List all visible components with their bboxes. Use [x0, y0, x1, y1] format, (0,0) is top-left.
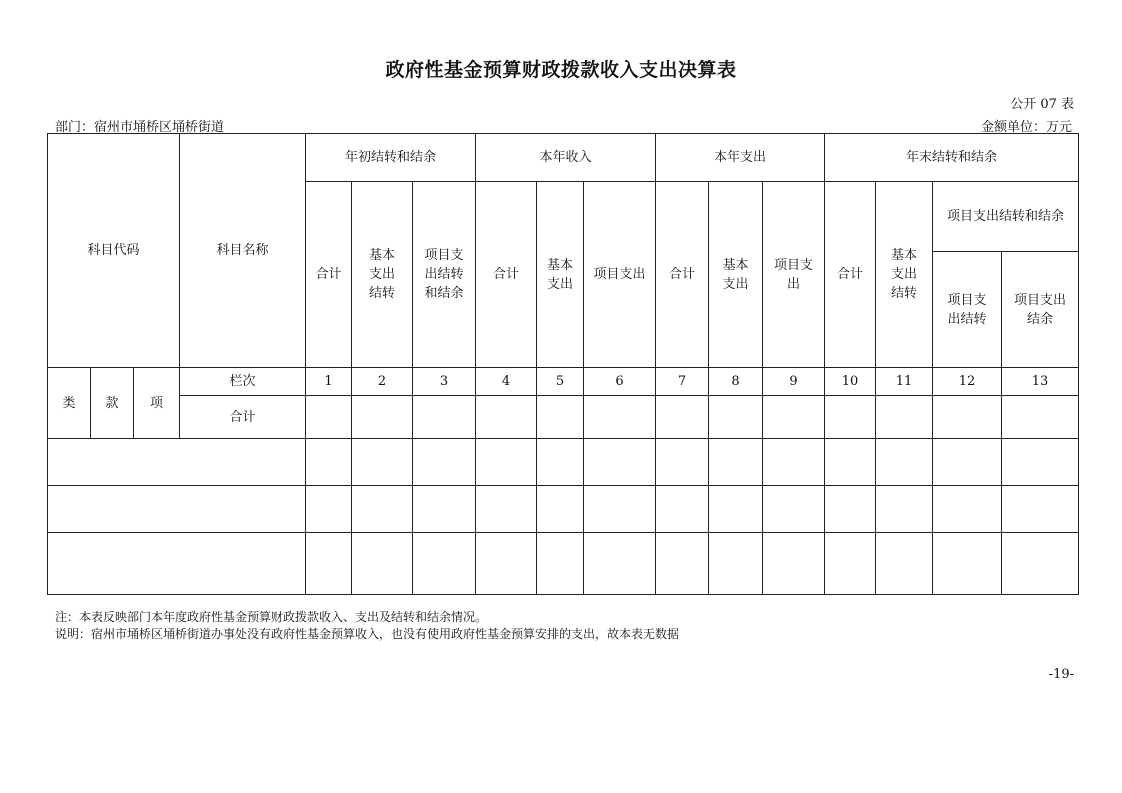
header-end-project-balance: 项目支出结余	[1002, 252, 1079, 368]
header-group-income: 本年收入	[476, 134, 656, 182]
col-number: 7	[656, 368, 709, 396]
unit-label: 金额单位：万元	[980, 120, 1072, 135]
header-group-expense: 本年支出	[656, 134, 825, 182]
col-number: 10	[825, 368, 876, 396]
table-cell	[306, 486, 352, 533]
header-expense-project: 项目支出	[763, 182, 825, 368]
table-cell	[876, 439, 933, 486]
table-cell	[933, 396, 1002, 439]
table-cell	[352, 486, 413, 533]
table-cell	[763, 486, 825, 533]
table-cell	[1002, 533, 1079, 595]
header-end-total: 合计	[825, 182, 876, 368]
table-cell	[933, 486, 1002, 533]
col-number: 3	[413, 368, 476, 396]
table-cell	[476, 439, 537, 486]
total-row-label: 合计	[180, 396, 306, 439]
table-cell	[48, 439, 306, 486]
table-row	[48, 533, 1079, 595]
table-cell	[656, 533, 709, 595]
header-group-end: 年末结转和结余	[825, 134, 1079, 182]
header-expense-total: 合计	[656, 182, 709, 368]
table-cell	[656, 439, 709, 486]
table-cell	[413, 396, 476, 439]
table-cell	[48, 533, 306, 595]
table-cell	[306, 396, 352, 439]
table-cell	[1002, 439, 1079, 486]
header-end-basic-carry: 基本支出结转	[876, 182, 933, 368]
table-cell	[763, 439, 825, 486]
header-kuan: 款	[91, 368, 134, 439]
lanci-label: 栏次	[180, 368, 306, 396]
header-income-total: 合计	[476, 182, 537, 368]
table-cell	[1002, 486, 1079, 533]
header-begin-project: 项目支出结转和结余	[413, 182, 476, 368]
table-cell	[413, 533, 476, 595]
table-cell	[763, 396, 825, 439]
header-end-project-carry: 项目支出结转	[933, 252, 1002, 368]
table-cell	[876, 486, 933, 533]
table-cell	[352, 396, 413, 439]
table-cell	[656, 486, 709, 533]
table-cell	[763, 533, 825, 595]
table-cell	[825, 439, 876, 486]
table-cell	[48, 486, 306, 533]
table-cell	[709, 396, 763, 439]
col-number: 9	[763, 368, 825, 396]
col-number: 4	[476, 368, 537, 396]
table-cell	[537, 533, 584, 595]
table-cell	[306, 533, 352, 595]
footnote: 注：本表反映部门本年度政府性基金预算财政拨款收入、支出及结转和结余情况。	[55, 610, 488, 624]
header-income-basic: 基本支出	[537, 182, 584, 368]
table-cell	[352, 533, 413, 595]
col-number: 6	[584, 368, 656, 396]
table-cell	[656, 396, 709, 439]
table-cell	[537, 439, 584, 486]
table-cell	[876, 533, 933, 595]
form-number: 公开 07 表	[1010, 97, 1074, 112]
page-title: 政府性基金预算财政拨款收入支出决算表	[385, 59, 737, 81]
table-cell	[584, 439, 656, 486]
table-cell	[352, 439, 413, 486]
table-cell	[584, 533, 656, 595]
table-cell	[476, 396, 537, 439]
header-end-project-group: 项目支出结转和结余	[933, 182, 1079, 252]
table-cell	[933, 439, 1002, 486]
department-label: 部门：宿州市埇桥区埇桥街道	[55, 120, 225, 135]
page-number: -19-	[1048, 667, 1074, 682]
budget-table	[47, 133, 1079, 595]
table-row	[48, 439, 1079, 486]
table-cell	[584, 396, 656, 439]
col-number: 8	[709, 368, 763, 396]
col-number: 13	[1002, 368, 1079, 396]
table-cell	[709, 439, 763, 486]
table-row	[48, 486, 1079, 533]
header-income-project: 项目支出	[584, 182, 656, 368]
col-number: 5	[537, 368, 584, 396]
header-group-begin: 年初结转和结余	[306, 134, 476, 182]
header-name: 科目名称	[180, 134, 306, 368]
table-cell	[825, 533, 876, 595]
header-begin-total: 合计	[306, 182, 352, 368]
header-expense-basic: 基本支出	[709, 182, 763, 368]
table-cell	[537, 486, 584, 533]
table-cell	[306, 439, 352, 486]
col-number: 12	[933, 368, 1002, 396]
explanation-note: 说明：宿州市埇桥区埇桥街道办事处没有政府性基金预算收入，也没有使用政府性基金预算安排的支出，故本表无数据	[55, 627, 680, 641]
table-cell	[476, 533, 537, 595]
table-cell	[709, 533, 763, 595]
table-cell	[709, 486, 763, 533]
table-cell	[413, 439, 476, 486]
table-cell	[537, 396, 584, 439]
table-cell	[584, 486, 656, 533]
header-code: 科目代码	[48, 134, 180, 368]
table-cell	[413, 486, 476, 533]
col-number: 1	[306, 368, 352, 396]
table-cell	[825, 486, 876, 533]
header-begin-basic-carry: 基本支出结转	[352, 182, 413, 368]
table-cell	[933, 533, 1002, 595]
table-cell	[876, 396, 933, 439]
table-cell	[825, 396, 876, 439]
col-number: 11	[876, 368, 933, 396]
table-cell	[1002, 396, 1079, 439]
header-xiang: 项	[134, 368, 180, 439]
table-cell	[476, 486, 537, 533]
header-lei: 类	[48, 368, 91, 439]
col-number: 2	[352, 368, 413, 396]
